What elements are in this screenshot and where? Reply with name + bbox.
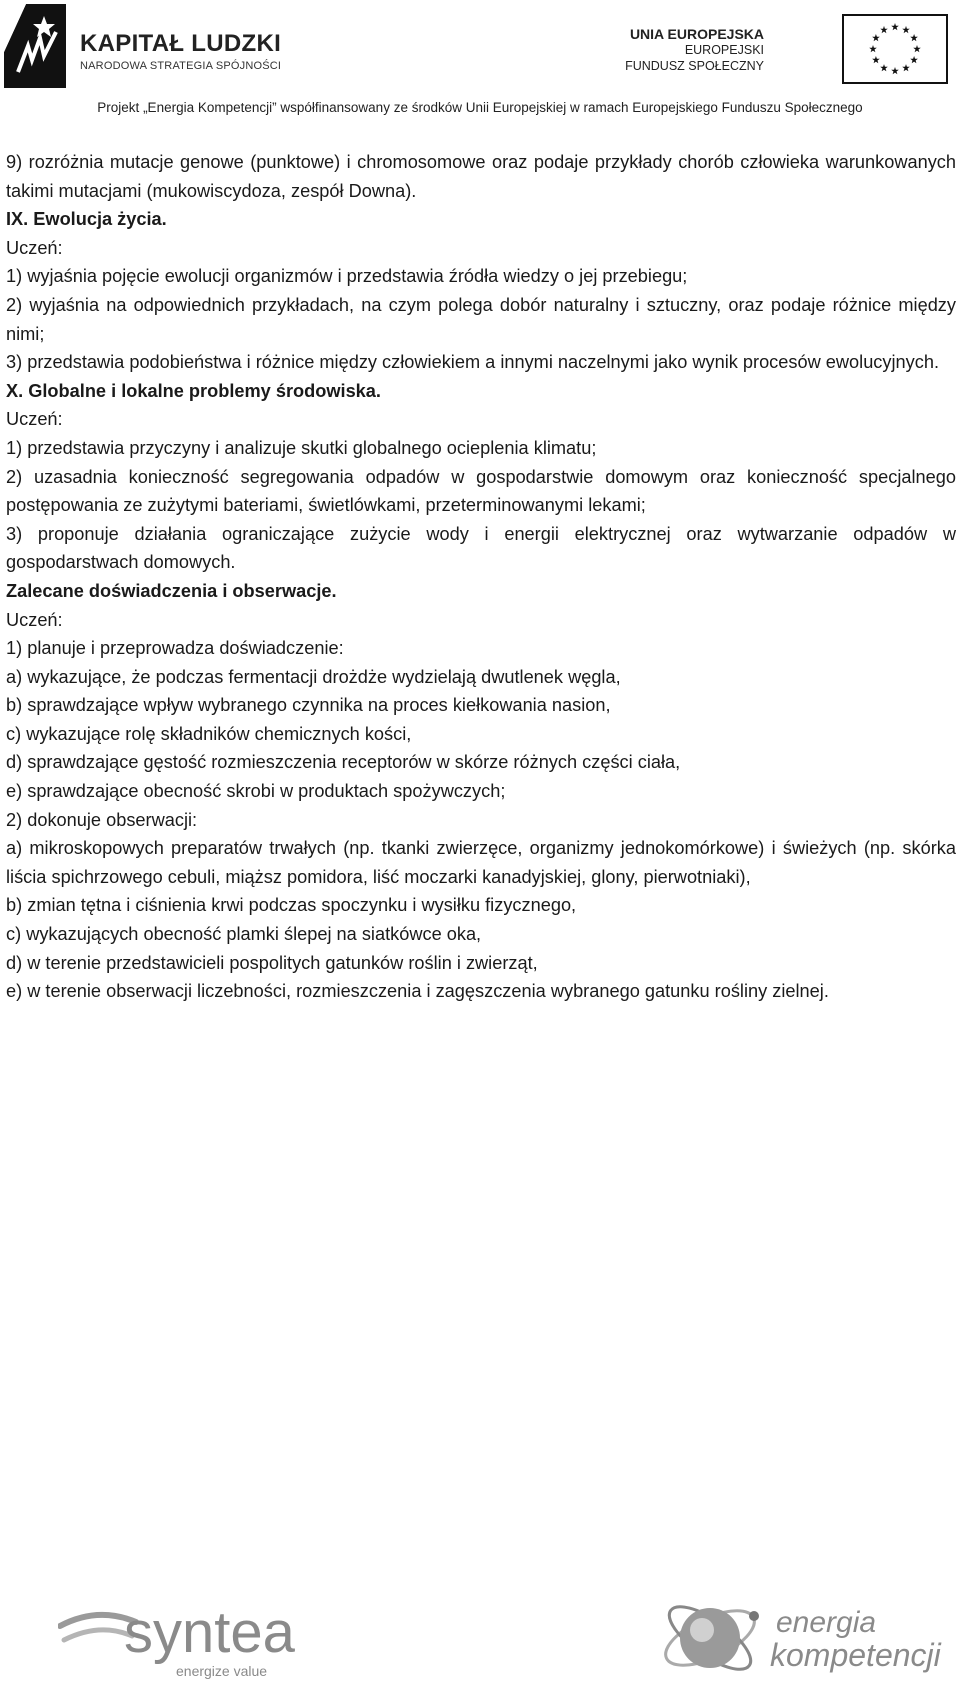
eu-line3: FUNDUSZ SPOŁECZNY <box>625 59 764 73</box>
text-line: Uczeń: <box>6 409 63 430</box>
text-line: b) sprawdzające wpływ wybranego czynnika na proces kiełkowania nasion, <box>6 695 611 716</box>
project-funding-line: Projekt „Energia Kompetencji” współfinansowany ze środków Unii Europejskiej w ramach Europejskiego Funduszu Społecznego <box>97 100 863 115</box>
syntea-tagline: energize value <box>176 1663 268 1679</box>
text-line: 2) dokonuje obserwacji: <box>6 809 198 830</box>
text-line: Uczeń: <box>6 237 63 258</box>
kapital-ludzki-logo-text <box>80 30 281 72</box>
text-line: 1) wyjaśnia pojęcie ewolucji organizmów i przedstawia źródła wiedzy o jej przebiegu; <box>6 266 688 287</box>
text-line: c) wykazujące rolę składników chemicznych kości, <box>6 723 412 744</box>
kapital-ludzki-logo-icon <box>4 2 66 90</box>
eu-line2: EUROPEJSKI <box>684 43 764 57</box>
text-line: 1) przedstawia przyczyny i analizuje skutki globalnego ocieplenia klimatu; <box>6 437 597 458</box>
section-heading: X. Globalne i lokalne problemy środowiska. <box>6 380 381 401</box>
text-line: 9) rozróżnia mutacje genowe (punktowe) i chromosomowe oraz podaje przykłady chorób człowieka warunkowanych takimi mutacjami (mukowiscydoza, zespół Downa). <box>6 152 956 201</box>
text-line: 2) uzasadnia konieczność segregowania odpadów w gospodarstwie domowym oraz konieczność specjalnego postępowania ze zużytymi bateriami, świetlówkami, przeterminowanymi lekami; <box>6 466 956 516</box>
text-line: 2) wyjaśnia na odpowiednich przykładach, na czym polega dobór naturalny i sztuczny, oraz podaje różnice między nimi; <box>6 294 956 344</box>
document-body <box>6 148 956 1006</box>
text-line: e) sprawdzające obecność skrobi w produktach spożywczych; <box>6 781 506 802</box>
eu-logo-text <box>625 26 764 74</box>
text-line: a) wykazujące, że podczas fermentacji drożdże wydzielają dwutlenek węgla, <box>6 666 621 687</box>
ek-line1: energia <box>776 1606 877 1639</box>
text-line: c) wykazujących obecność plamki ślepej na siatkówce oka, <box>6 924 482 945</box>
eu-line1: UNIA EUROPEJSKA <box>629 26 764 42</box>
text-line: 1) planuje i przeprowadza doświadczenie: <box>6 638 344 659</box>
atom-globe-icon <box>658 1596 762 1681</box>
eu-flag-icon <box>842 14 948 84</box>
section-heading: Zalecane doświadczenia i obserwacje. <box>6 580 337 601</box>
text-line: d) sprawdzające gęstość rozmieszczenia receptorów w skórze różnych części ciała, <box>6 752 681 773</box>
section-heading: IX. Ewolucja życia. <box>6 209 167 230</box>
left-logo-title: KAPITAŁ LUDZKI <box>80 30 282 57</box>
syntea-logo <box>58 1592 348 1682</box>
text-line: 3) proponuje działania ograniczające zużycie wody i energii elektrycznej oraz wytwarzanie odpadów w gospodarstwach domowych. <box>6 523 956 573</box>
text-line: a) mikroskopowych preparatów trwałych (np. tkanki zwierzęce, organizmy jednokomórkowe) i świeżych (np. skórka liścia spichrzowego cebuli, miąższ pomidora, liść moczarki kanadyjskiej, glony, pierwotniaki), <box>6 838 956 887</box>
text-line: e) w terenie obserwacji liczebności, rozmieszczenia i zagęszczenia wybranego gatunku rośliny zielnej. <box>6 981 829 1002</box>
page-header <box>0 0 960 120</box>
text-line: b) zmian tętna i ciśnienia krwi podczas spoczynku i wysiłku fizycznego, <box>6 895 577 916</box>
ek-line2: kompetencji <box>770 1637 941 1673</box>
text-line: Uczeń: <box>6 609 63 630</box>
syntea-name: syntea <box>124 1600 295 1665</box>
left-logo-subtitle: NARODOWA STRATEGIA SPÓJNOŚCI <box>80 60 282 72</box>
text-line: 3) przedstawia podobieństwa i różnice między człowiekiem a innymi naczelnymi jako wynik procesów ewolucyjnych. <box>6 352 940 373</box>
energia-kompetencji-logo <box>658 1580 958 1686</box>
text-line: d) w terenie przedstawicieli pospolitych gatunków roślin i zwierząt, <box>6 952 538 973</box>
